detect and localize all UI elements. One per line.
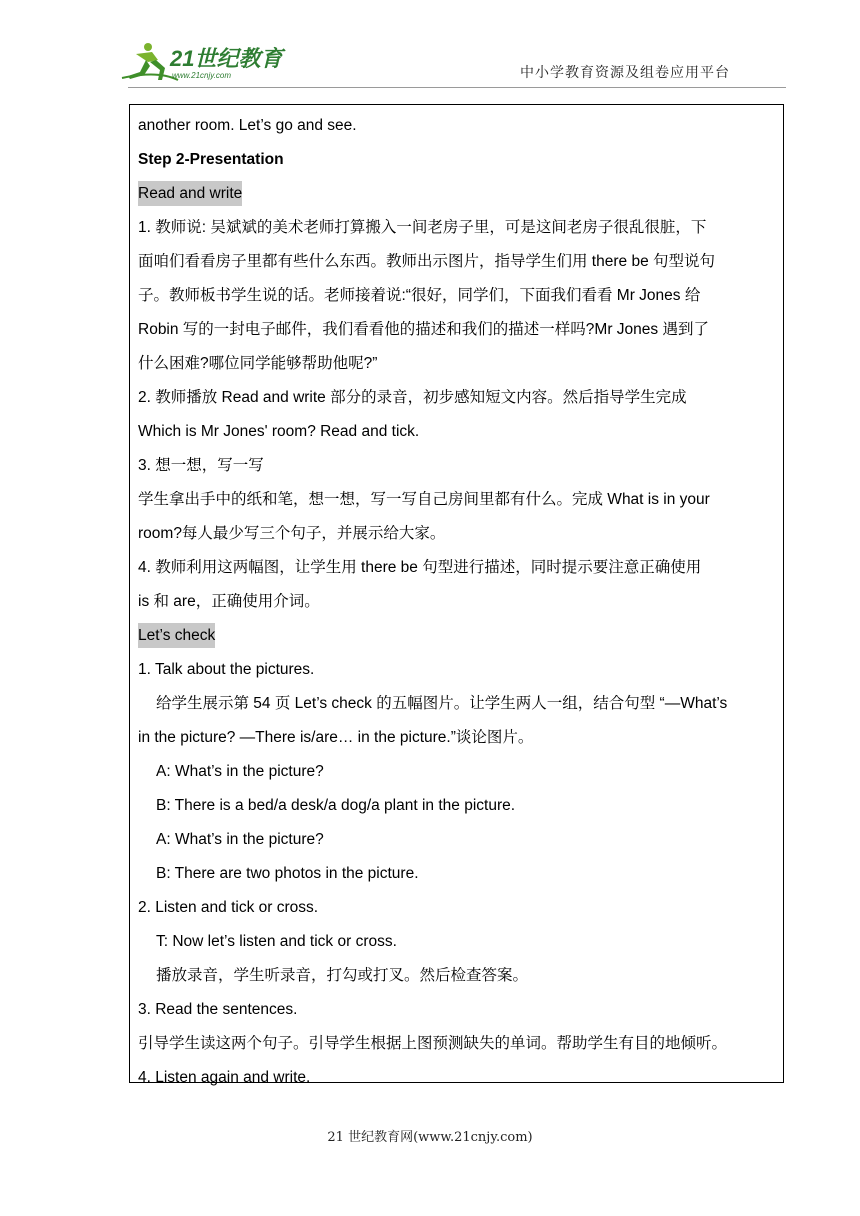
svg-text:21世纪教育: 21世纪教育 <box>170 46 283 71</box>
text-line: 面咱们看看房子里都有些什么东西。教师出示图片，指导学生们用 there be 句型说句 <box>138 253 715 270</box>
page-footer: 21 世纪教育网(www.21cnjy.com) <box>327 1130 533 1145</box>
text-line: 2. Listen and tick or cross. <box>138 899 319 916</box>
text-line: 引导学生读这两个句子。引导学生根据上图预测缺失的单词。帮助学生有目的地倾听。 <box>138 1035 728 1052</box>
text-line: 1. 教师说: 吴斌斌的美术老师打算搬入一间老房子里，可是这间老房子很乱很脏，下 <box>138 219 707 236</box>
subsection-heading <box>138 177 777 211</box>
text-line: Which is Mr Jones' room? Read and tick. <box>138 423 420 440</box>
runner-logo-icon <box>118 40 288 84</box>
subsection-heading <box>138 619 777 653</box>
text-line: 4. 教师利用这两幅图，让学生用 there be 句型进行描述，同时提示要注意正确使用 <box>138 559 702 576</box>
text-line: 4. Listen again and write. <box>138 1069 311 1086</box>
dialogue-line: T: Now let’s listen and tick or cross. <box>156 933 397 950</box>
text-line: 给学生展示第 54 页 Let’s check 的五幅图片。让学生两人一组，结合句型 “—What’s <box>156 695 728 712</box>
text-line: room?每人最少写三个句子，并展示给大家。 <box>138 525 446 542</box>
text-line: 播放录音，学生听录音，打勾或打叉。然后检查答案。 <box>156 967 529 984</box>
text-line: 3. Read the sentences. <box>138 1001 298 1018</box>
text-line: 什么困难?哪位同学能够帮助他呢?” <box>138 355 378 372</box>
svg-text:www.21cnjy.com: www.21cnjy.com <box>172 71 231 80</box>
highlighted-label: Let’s check <box>138 623 215 648</box>
platform-name: 中小学教育资源及组卷应用平台 <box>520 65 730 81</box>
text-line: another room. Let’s go and see. <box>138 117 357 134</box>
text-line: 子。教师板书学生说的话。老师接着说:“很好，同学们，下面我们看看 Mr Jones 给 <box>138 287 701 304</box>
dialogue-line: A: What’s in the picture? <box>156 831 324 848</box>
header-divider <box>128 87 786 88</box>
site-logo <box>118 40 288 84</box>
text-line: 1. Talk about the pictures. <box>138 661 315 678</box>
dialogue-line: B: There is a bed/a desk/a dog/a plant in the picture. <box>156 797 516 814</box>
text-line: is 和 are，正确使用介词。 <box>138 593 320 610</box>
text-line: 2. 教师播放 Read and write 部分的录音，初步感知短文内容。然后指导学生完成 <box>138 389 687 406</box>
lesson-content-table-cell <box>129 104 784 1086</box>
highlighted-label: Read and write <box>138 181 242 206</box>
dialogue-line: A: What’s in the picture? <box>156 763 324 780</box>
text-line: in the picture? —There is/are… in the picture.”谈论图片。 <box>138 729 534 746</box>
dialogue-line: B: There are two photos in the picture. <box>156 865 419 882</box>
section-heading: Step 2-Presentation <box>138 151 284 168</box>
text-line: 学生拿出手中的纸和笔，想一想，写一写自己房间里都有什么。完成 What is in your <box>138 491 710 508</box>
text-line: Robin 写的一封电子邮件，我们看看他的描述和我们的描述一样吗?Mr Jones 遇到了 <box>138 321 709 338</box>
text-line: 3. 想一想，写一写 <box>138 457 264 474</box>
